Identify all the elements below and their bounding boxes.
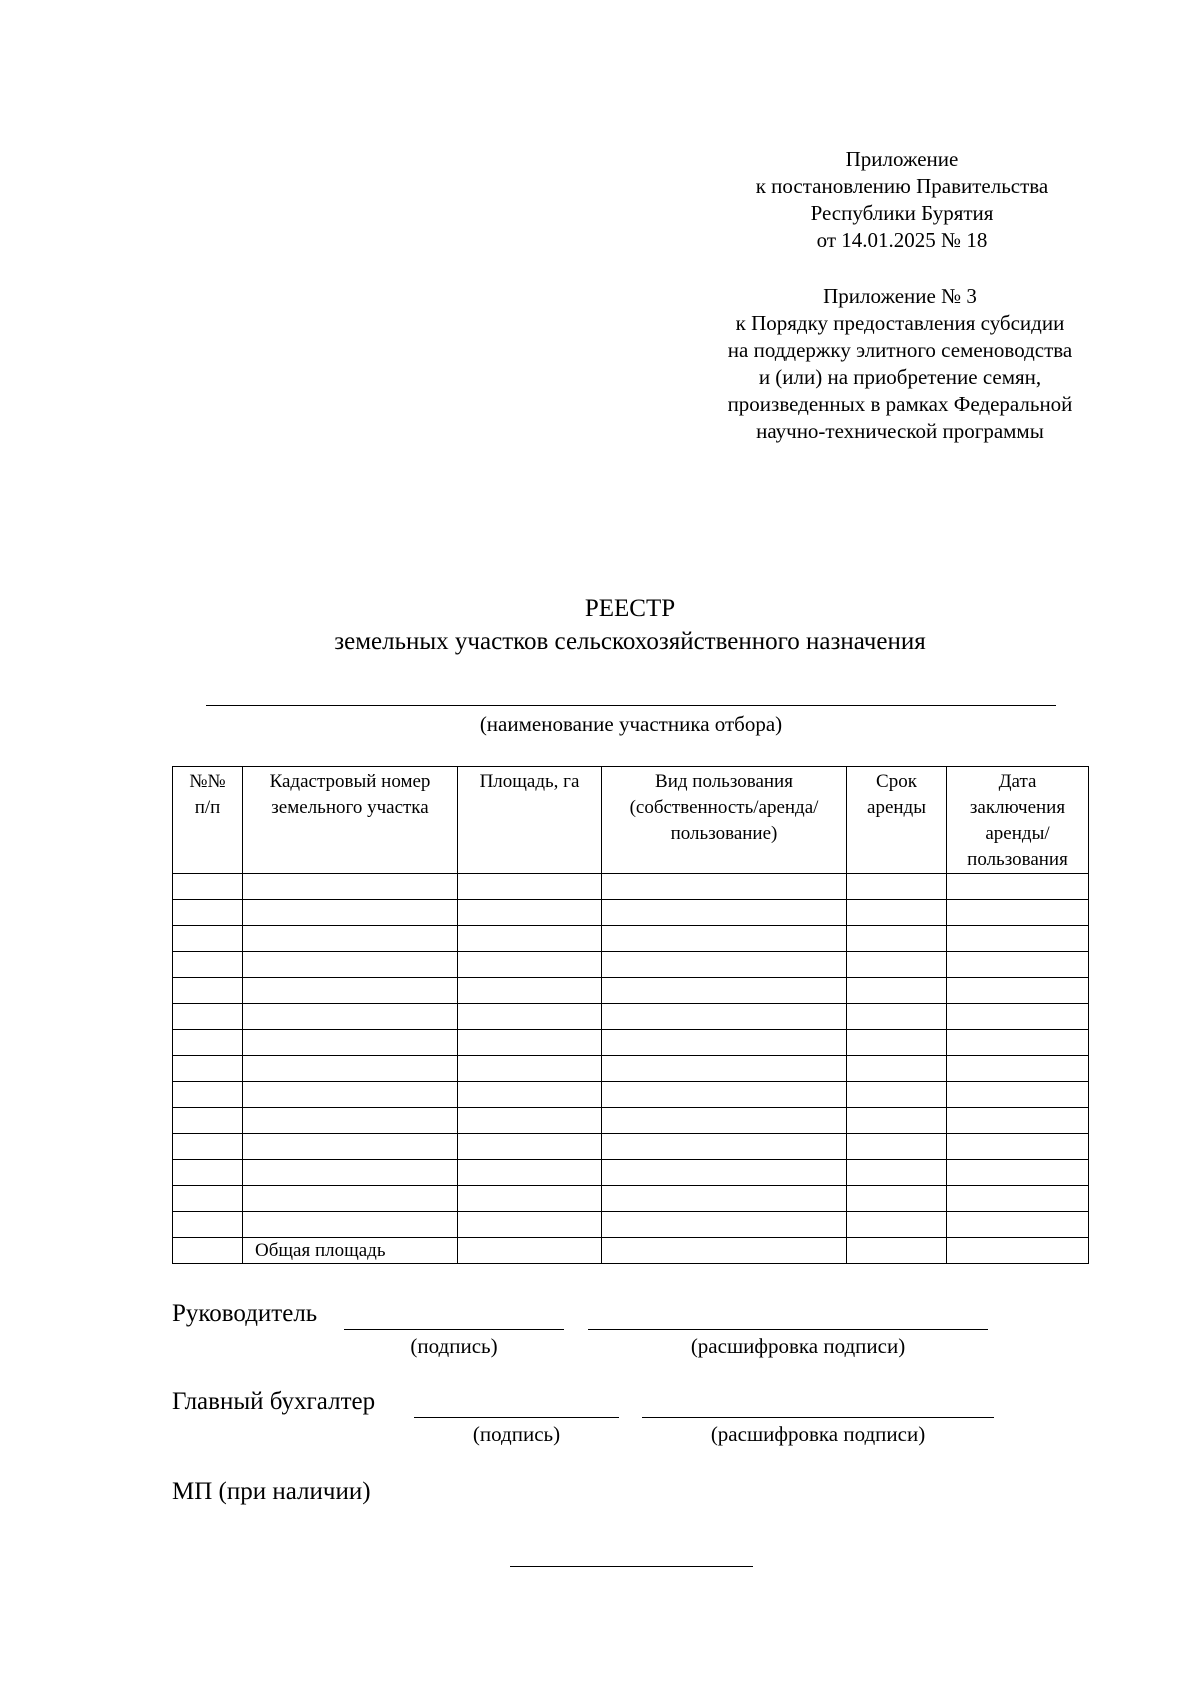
head-signature-caption: (подпись) — [410, 1334, 498, 1358]
table-cell[interactable] — [947, 926, 1089, 952]
appendix-line: Приложение № 3 — [823, 284, 977, 308]
table-cell[interactable] — [458, 1160, 602, 1186]
table-cell[interactable] — [243, 926, 458, 952]
table-row — [173, 874, 1089, 900]
accountant-decoding-line[interactable] — [642, 1417, 994, 1418]
total-area-label: Общая площадь — [243, 1238, 458, 1264]
header-lease-date: Дата заключения аренды/ пользования — [947, 767, 1089, 874]
table-cell[interactable] — [173, 1134, 243, 1160]
table-cell[interactable] — [847, 900, 947, 926]
table-cell[interactable] — [602, 874, 847, 900]
table-cell[interactable] — [243, 1056, 458, 1082]
table-cell[interactable] — [602, 1004, 847, 1030]
table-cell[interactable] — [602, 1160, 847, 1186]
table-cell[interactable] — [458, 952, 602, 978]
table-cell[interactable] — [602, 1238, 847, 1264]
header-number: №№ п/п — [173, 767, 243, 874]
table-row — [173, 1082, 1089, 1108]
table-cell[interactable] — [602, 900, 847, 926]
document-title — [0, 592, 1200, 658]
table-cell[interactable] — [458, 1004, 602, 1030]
head-decoding-line[interactable] — [588, 1329, 988, 1330]
head-label: Руководитель — [172, 1300, 318, 1327]
table-cell[interactable] — [947, 978, 1089, 1004]
table-cell[interactable] — [847, 1004, 947, 1030]
table-cell[interactable] — [602, 1030, 847, 1056]
land-plots-table — [172, 766, 1089, 1264]
table-row — [173, 1212, 1089, 1238]
participant-name-caption: (наименование участника отбора) — [479, 712, 783, 736]
table-cell[interactable] — [847, 926, 947, 952]
table-cell[interactable] — [847, 978, 947, 1004]
table-row — [173, 1108, 1089, 1134]
table-cell[interactable] — [458, 1030, 602, 1056]
table-cell[interactable] — [458, 978, 602, 1004]
head-signature-line[interactable] — [344, 1329, 564, 1330]
appendix-line: Республики Бурятия — [810, 201, 994, 225]
table-cell[interactable] — [243, 1186, 458, 1212]
table-row — [173, 926, 1089, 952]
table-cell[interactable] — [173, 1082, 243, 1108]
header-usage-type: Вид пользования (собственность/аренда/ пользование) — [602, 767, 847, 874]
table-row — [173, 1030, 1089, 1056]
table-cell[interactable] — [243, 978, 458, 1004]
appendix-line: от 14.01.2025 № 18 — [816, 228, 988, 252]
table-cell[interactable] — [173, 1160, 243, 1186]
table-cell[interactable] — [458, 1108, 602, 1134]
table-cell[interactable] — [947, 952, 1089, 978]
header-cadastral-number: Кадастровый номер земельного участка — [243, 767, 458, 874]
table-cell[interactable] — [173, 926, 243, 952]
table-cell[interactable] — [458, 926, 602, 952]
table-cell[interactable] — [847, 1134, 947, 1160]
accountant-decoding-caption: (расшифровка подписи) — [710, 1422, 926, 1446]
table-cell[interactable] — [173, 1030, 243, 1056]
table-cell[interactable] — [847, 1212, 947, 1238]
table-cell[interactable] — [947, 1160, 1089, 1186]
table-cell[interactable] — [947, 1238, 1089, 1264]
table-cell[interactable] — [243, 1108, 458, 1134]
participant-name-line[interactable] — [206, 705, 1056, 706]
table-cell[interactable] — [847, 1186, 947, 1212]
table-total-row — [173, 1238, 1089, 1264]
table-cell[interactable] — [847, 1108, 947, 1134]
table-cell[interactable] — [847, 1030, 947, 1056]
table-cell[interactable] — [947, 1056, 1089, 1082]
table-cell[interactable] — [602, 952, 847, 978]
table-cell[interactable] — [173, 1004, 243, 1030]
table-cell[interactable] — [847, 874, 947, 900]
table-cell[interactable] — [243, 1082, 458, 1108]
appendix-line: на поддержку элитного семеноводства — [727, 338, 1073, 362]
table-cell[interactable] — [243, 1160, 458, 1186]
table-cell[interactable] — [458, 1212, 602, 1238]
table-cell[interactable] — [243, 1004, 458, 1030]
table-cell[interactable] — [947, 1186, 1089, 1212]
table-cell[interactable] — [458, 1082, 602, 1108]
table-cell[interactable] — [847, 1082, 947, 1108]
table-cell[interactable] — [947, 1030, 1089, 1056]
table-cell[interactable] — [602, 1108, 847, 1134]
table-cell[interactable] — [602, 1186, 847, 1212]
table-row — [173, 1186, 1089, 1212]
appendix-line: к постановлению Правительства — [755, 174, 1049, 198]
table-cell[interactable] — [947, 874, 1089, 900]
appendix-government-decree — [712, 146, 1092, 254]
table-cell[interactable] — [602, 1056, 847, 1082]
table-cell[interactable] — [602, 1134, 847, 1160]
table-cell[interactable] — [602, 1082, 847, 1108]
table-cell[interactable] — [947, 1004, 1089, 1030]
table-cell[interactable] — [947, 900, 1089, 926]
title-subtitle: земельных участков сельскохозяйственного назначения — [334, 628, 926, 655]
accountant-label: Главный бухгалтер — [172, 1388, 376, 1415]
appendix-line: к Порядку предоставления субсидии — [735, 311, 1065, 335]
table-cell[interactable] — [173, 900, 243, 926]
head-decoding-caption: (расшифровка подписи) — [690, 1334, 906, 1358]
accountant-signature-caption: (подпись) — [472, 1422, 561, 1446]
table-cell[interactable] — [173, 1186, 243, 1212]
table-row — [173, 978, 1089, 1004]
table-cell[interactable] — [173, 874, 243, 900]
table-cell[interactable] — [947, 1082, 1089, 1108]
table-cell[interactable] — [458, 1056, 602, 1082]
table-cell[interactable] — [947, 1212, 1089, 1238]
table-row — [173, 1134, 1089, 1160]
table-row — [173, 952, 1089, 978]
table-row — [173, 1004, 1089, 1030]
header-area: Площадь, га — [458, 767, 602, 874]
appendix-line: Приложение — [845, 147, 959, 171]
table-cell[interactable] — [847, 1056, 947, 1082]
table-cell[interactable] — [243, 1030, 458, 1056]
table-row — [173, 900, 1089, 926]
table-cell[interactable] — [173, 1108, 243, 1134]
table-cell[interactable] — [847, 952, 947, 978]
table-cell[interactable] — [173, 978, 243, 1004]
table-row — [173, 1160, 1089, 1186]
table-cell[interactable] — [458, 1134, 602, 1160]
title-main: РЕЕСТР — [584, 595, 676, 622]
table-cell[interactable] — [243, 1212, 458, 1238]
table-cell[interactable] — [847, 1160, 947, 1186]
appendix-line: научно-технической программы — [756, 419, 1044, 443]
table-cell[interactable] — [173, 1056, 243, 1082]
appendix-line: и (или) на приобретение семян, — [758, 365, 1042, 389]
table-cell[interactable] — [243, 874, 458, 900]
end-rule — [510, 1566, 753, 1567]
table-cell[interactable] — [847, 1238, 947, 1264]
table-cell[interactable] — [458, 1186, 602, 1212]
table-cell[interactable] — [458, 1238, 602, 1264]
accountant-signature-line[interactable] — [414, 1417, 619, 1418]
header-lease-term: Срок аренды — [847, 767, 947, 874]
table-cell[interactable] — [458, 874, 602, 900]
table-cell[interactable] — [947, 1134, 1089, 1160]
table-cell[interactable] — [173, 952, 243, 978]
table-row — [173, 1056, 1089, 1082]
table-cell[interactable] — [458, 900, 602, 926]
table-cell[interactable] — [243, 900, 458, 926]
table-cell[interactable] — [243, 1134, 458, 1160]
table-cell[interactable] — [602, 1212, 847, 1238]
stamp-label: МП (при наличии) — [172, 1478, 371, 1505]
table-header-row — [173, 767, 1089, 874]
table-cell[interactable] — [947, 1108, 1089, 1134]
table-cell[interactable] — [602, 978, 847, 1004]
table-cell[interactable] — [173, 1212, 243, 1238]
table-cell[interactable] — [602, 926, 847, 952]
table-cell[interactable] — [243, 952, 458, 978]
appendix-order-reference — [680, 283, 1120, 445]
appendix-line: произведенных в рамках Федеральной — [727, 392, 1073, 416]
table-cell[interactable] — [173, 1238, 243, 1264]
